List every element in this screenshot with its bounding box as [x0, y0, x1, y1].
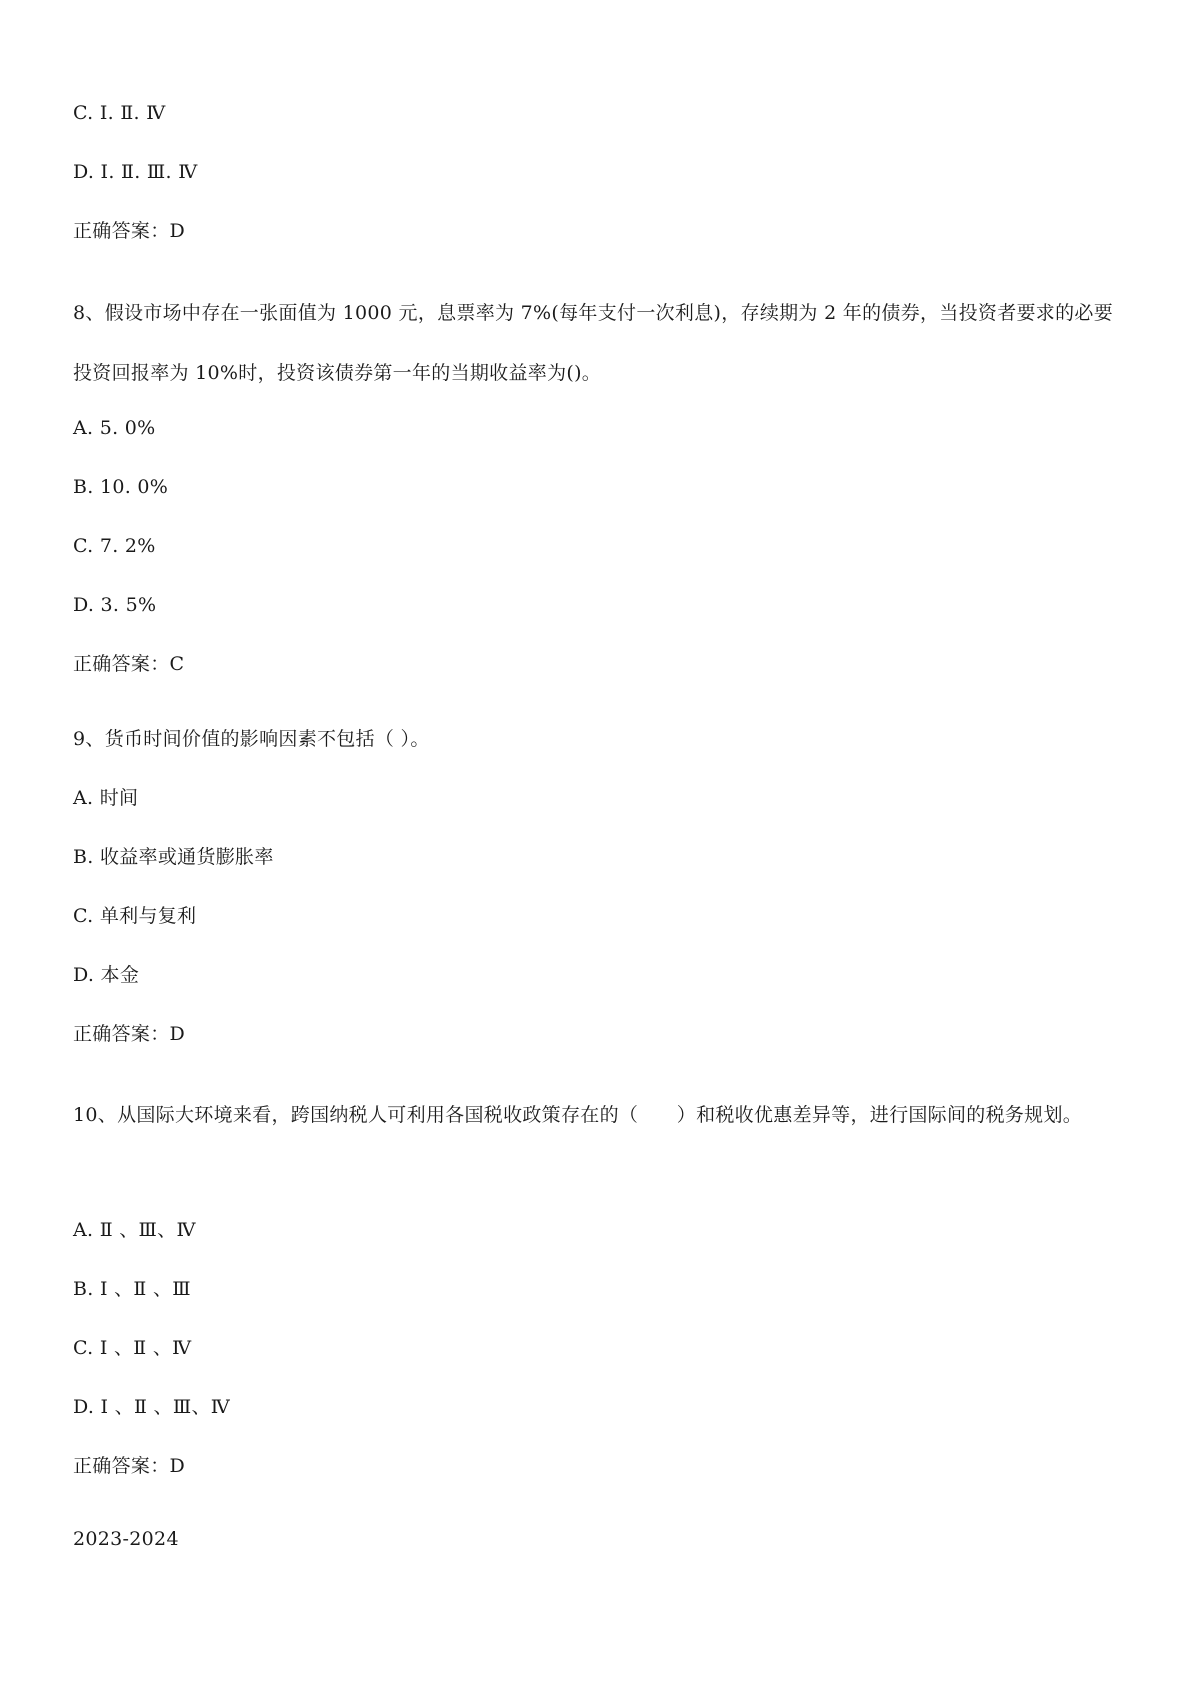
q10-option-d: D. Ⅰ 、Ⅱ 、Ⅲ、Ⅳ	[73, 1396, 231, 1418]
q7-option-d: D. Ⅰ. Ⅱ. Ⅲ. Ⅳ	[73, 161, 198, 183]
q8-option-d: D. 3. 5%	[73, 594, 157, 616]
footer-year: 2023-2024	[73, 1528, 179, 1550]
q9-option-d: D. 本金	[73, 964, 140, 986]
q8-option-c: C. 7. 2%	[73, 535, 156, 557]
q10-answer: 正确答案：D	[73, 1455, 186, 1477]
q10-option-c: C. Ⅰ 、Ⅱ 、Ⅳ	[73, 1337, 192, 1359]
q10-stem: 10、从国际大环境来看，跨国纳税人可利用各国税收政策存在的（ ）和税收优惠差异等，进行国际间的税务规划。	[73, 1104, 1083, 1126]
q10-option-a: A. Ⅱ 、Ⅲ、Ⅳ	[73, 1219, 196, 1241]
q8-option-b: B. 10. 0%	[73, 476, 169, 498]
q9-stem: 9、货币时间价值的影响因素不包括（ ）。	[73, 728, 430, 750]
q7-option-c: C. Ⅰ. Ⅱ. Ⅳ	[73, 102, 166, 124]
q9-answer: 正确答案：D	[73, 1023, 186, 1045]
q8-option-a: A. 5. 0%	[73, 417, 156, 439]
q8-answer: 正确答案：C	[73, 653, 185, 675]
q9-option-a: A. 时间	[73, 787, 139, 809]
q9-option-b: B. 收益率或通货膨胀率	[73, 846, 274, 868]
q10-option-b: B. Ⅰ 、Ⅱ 、Ⅲ	[73, 1278, 191, 1300]
q7-answer: 正确答案：D	[73, 220, 186, 242]
q9-option-c: C. 单利与复利	[73, 905, 197, 927]
q8-stem: 8、假设市场中存在一张面值为 1000 元，息票率为 7%(每年支付一次利息)，存续期为 2 年的债券，当投资者要求的必要投资回报率为 10%时，投资该债券第一年的当期收益率为()。	[73, 302, 1113, 384]
